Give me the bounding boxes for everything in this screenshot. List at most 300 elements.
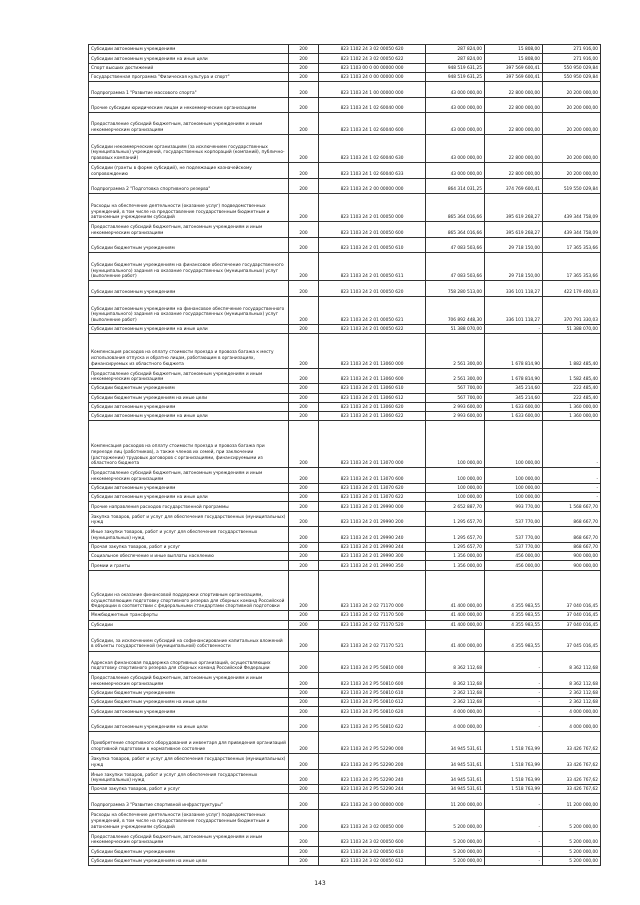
row-executed-cell: 1 633 600,00 [485,402,543,411]
row-name-cell: Субсидии бюджетным учреждениям на финансовое обеспечение государственного (муниципального) задания на оказание государственных (муниципальных) услуг (выполнение работ) [89,253,289,281]
row-approved-cell: 43 000 000,00 [426,163,485,179]
row-approved-cell: 4 000 000,00 [426,716,485,732]
row-approved-cell: 948 519 631,25 [426,63,485,72]
row-approved-cell: 100 000,00 [426,493,485,502]
table-row [89,334,601,368]
row-code-cell: 200 [289,651,319,673]
row-classification-cell: 823 1103 24 1 02 60040 633 [319,163,426,179]
row-code-cell: 200 [289,368,319,384]
row-classification-cell: 823 1103 24 2 P5 52290 240 [319,769,426,785]
row-executed-cell: 15 808,00 [485,45,543,54]
row-remaining-cell: 20 200 000,00 [543,135,601,163]
row-approved-cell: 43 000 000,00 [426,82,485,98]
row-executed-cell: 537 770,00 [485,527,543,543]
row-classification-cell: 823 1103 24 1 02 60040 600 [319,113,426,135]
row-code-cell: 200 [289,222,319,238]
row-name-cell: Подпрограмма 1 "Развитие массового спорта" [89,82,289,98]
table-row [89,831,601,847]
table-row [89,527,601,543]
table-row [89,135,601,163]
row-remaining-cell: 8 362 112,68 [543,673,601,689]
row-name-cell: Субсидии бюджетным учреждениям [89,237,289,253]
row-executed-cell: - [485,856,543,865]
row-name-cell: Адресная финансовая поддержка спортивных организаций, осуществляющих подготовку спортивного резерва для сборных команд Российской Федерации [89,651,289,673]
row-approved-cell: 100 000,00 [426,483,485,492]
row-code-cell: 200 [289,178,319,194]
row-name-cell: Предоставление субсидий бюджетным, автономным учреждениям и иным некоммерческим организациям [89,673,289,689]
row-approved-cell: 43 000 000,00 [426,97,485,113]
row-executed-cell: 456 000,00 [485,561,543,570]
row-remaining-cell: 37 045 016,45 [543,629,601,651]
row-classification-cell: 823 1103 24 2 01 00050 600 [319,222,426,238]
row-approved-cell: 51 388 070,00 [426,325,485,334]
table-row [89,810,601,832]
row-remaining-cell: 550 950 029,84 [543,72,601,81]
row-code-cell: 200 [289,732,319,754]
row-code-cell: 200 [289,325,319,334]
table-row [89,502,601,511]
row-code-cell: 200 [289,483,319,492]
row-remaining-cell: 900 000,00 [543,552,601,561]
row-classification-cell: 823 1103 24 1 02 60040 000 [319,97,426,113]
row-classification-cell: 823 1103 24 2 01 29990 300 [319,552,426,561]
row-code-cell: 200 [289,72,319,81]
row-name-cell: Прочие направления расходов государственной программы [89,502,289,511]
row-executed-cell: 4 355 983,55 [485,629,543,651]
row-executed-cell: 22 800 000,00 [485,135,543,163]
row-approved-cell: 41 400 000,00 [426,611,485,620]
table-row [89,785,601,794]
row-code-cell: 200 [289,194,319,222]
row-code-cell: 200 [289,253,319,281]
row-approved-cell: 41 400 000,00 [426,570,485,611]
table-row [89,297,601,325]
row-name-cell: Иные закупки товаров, работ и услуг для обеспечения государственных (муниципальных) нужд [89,769,289,785]
row-name-cell: Субсидии автономным учреждениям [89,707,289,716]
row-classification-cell: 823 1103 24 2 P5 52290 000 [319,732,426,754]
row-code-cell: 200 [289,688,319,697]
table-row [89,561,601,570]
row-name-cell: Государственная программа "Физическая культура и спорт" [89,72,289,81]
row-name-cell: Субсидии бюджетным учреждениям [89,847,289,856]
table-row [89,194,601,222]
row-classification-cell: 823 1103 24 2 P5 50810 600 [319,673,426,689]
row-approved-cell: 43 000 000,00 [426,113,485,135]
row-code-cell: 200 [289,384,319,393]
table-row [89,856,601,865]
table-row [89,113,601,135]
row-remaining-cell: 5 200 000,00 [543,856,601,865]
row-approved-cell: 5 200 000,00 [426,856,485,865]
row-remaining-cell: 271 916,00 [543,54,601,63]
table-row [89,368,601,384]
row-classification-cell: 823 1103 24 0 00 00000 000 [319,72,426,81]
row-classification-cell: 823 1103 24 2 P5 50810 620 [319,707,426,716]
row-classification-cell: 823 1103 24 2 02 71170 521 [319,629,426,651]
table-row [89,72,601,81]
row-name-cell: Подпрограмма 3 "Развитие спортивной инфраструктуры" [89,794,289,810]
row-approved-cell: 1 295 657,70 [426,542,485,551]
row-name-cell: Предоставление субсидий бюджетным, автономным учреждениям и иным некоммерческим организациям [89,468,289,484]
row-executed-cell: 15 808,00 [485,54,543,63]
table-row [89,552,601,561]
row-code-cell: 200 [289,769,319,785]
row-approved-cell: 1 356 000,00 [426,552,485,561]
row-remaining-cell: 33 426 767,62 [543,785,601,794]
row-classification-cell: 823 1103 24 2 01 13060 610 [319,384,426,393]
row-classification-cell: 823 1103 24 2 01 13070 000 [319,421,426,468]
row-classification-cell: 823 1103 24 2 01 00050 000 [319,194,426,222]
row-name-cell: Субсидии бюджетным учреждениям на иные цели [89,393,289,402]
row-remaining-cell: 33 426 767,62 [543,732,601,754]
row-executed-cell: 1 678 814,90 [485,368,543,384]
row-remaining-cell: - [543,421,601,468]
row-executed-cell: 4 355 983,55 [485,620,543,629]
row-remaining-cell: 20 200 000,00 [543,113,601,135]
row-approved-cell: 2 561 300,00 [426,368,485,384]
table-row [89,754,601,770]
row-executed-cell: 537 770,00 [485,542,543,551]
row-name-cell: Предоставление субсидий бюджетным, автономным учреждениям и иным некоммерческим организациям [89,222,289,238]
row-remaining-cell: 868 667,70 [543,527,601,543]
row-executed-cell: 100 000,00 [485,493,543,502]
row-code-cell: 200 [289,237,319,253]
row-name-cell: Субсидии автономным учреждениям на иные цели [89,325,289,334]
table-row [89,493,601,502]
row-approved-cell: 5 200 000,00 [426,831,485,847]
row-classification-cell: 823 1103 24 3 00 00000 000 [319,794,426,810]
row-name-cell: Субсидии бюджетным учреждениям на иные цели [89,698,289,707]
row-approved-cell: 1 295 657,70 [426,527,485,543]
row-remaining-cell: 222 485,40 [543,384,601,393]
row-remaining-cell: 868 667,70 [543,511,601,527]
row-executed-cell: - [485,651,543,673]
row-name-cell: Субсидии, за исключением субсидий на софинансирование капитальных вложений в объекты государственной (муниципальной) собственности [89,629,289,651]
row-name-cell: Субсидии некоммерческим организациям (за исключением государственных (муниципальных) учреждений, государственных корпораций (компаний), публично-правовых компаний) [89,135,289,163]
row-approved-cell: 2 561 300,00 [426,334,485,368]
row-executed-cell: 993 770,00 [485,502,543,511]
row-remaining-cell: 4 000 000,00 [543,707,601,716]
row-remaining-cell: 1 568 667,70 [543,502,601,511]
row-classification-cell: 823 1103 24 2 01 13060 620 [319,402,426,411]
row-executed-cell: - [485,847,543,856]
row-code-cell: 200 [289,393,319,402]
row-remaining-cell: 5 200 000,00 [543,847,601,856]
row-name-cell: Субсидии бюджетным учреждениям на иные цели [89,856,289,865]
row-classification-cell: 823 1103 24 3 02 00050 612 [319,856,426,865]
row-approved-cell: 865 364 016,66 [426,222,485,238]
row-approved-cell: 11 200 000,00 [426,794,485,810]
row-code-cell: 200 [289,163,319,179]
row-approved-cell: 287 824,00 [426,45,485,54]
row-name-cell: Прочие субсидии юридическим лицам и некоммерческим организациям [89,97,289,113]
row-classification-cell: 823 1103 24 2 01 13070 622 [319,493,426,502]
row-executed-cell: 345 214,60 [485,393,543,402]
row-classification-cell: 823 1103 24 2 01 13060 612 [319,393,426,402]
row-remaining-cell: 5 200 000,00 [543,831,601,847]
table-row [89,673,601,689]
row-approved-cell: 567 700,00 [426,393,485,402]
row-executed-cell: 22 800 000,00 [485,82,543,98]
row-remaining-cell: 37 040 016,45 [543,611,601,620]
row-code-cell: 200 [289,54,319,63]
row-name-cell: Субсидии автономным учреждениям на иные цели [89,54,289,63]
row-remaining-cell: 2 362 112,68 [543,698,601,707]
table-row [89,402,601,411]
row-executed-cell: 100 000,00 [485,468,543,484]
row-approved-cell: 758 280 513,00 [426,281,485,297]
row-classification-cell: 823 1103 24 2 01 00050 621 [319,297,426,325]
row-remaining-cell: 370 791 330,03 [543,297,601,325]
row-code-cell: 200 [289,82,319,98]
table-row [89,178,601,194]
row-classification-cell: 823 1103 24 2 01 29990 200 [319,511,426,527]
row-code-cell: 200 [289,502,319,511]
row-executed-cell: 336 101 118,27 [485,297,543,325]
row-executed-cell: 395 619 268,27 [485,194,543,222]
row-code-cell: 200 [289,402,319,411]
row-classification-cell: 823 1103 00 0 00 00000 000 [319,63,426,72]
row-executed-cell: 1 518 763,99 [485,769,543,785]
row-code-cell: 200 [289,113,319,135]
row-remaining-cell: 51 388 070,00 [543,325,601,334]
row-code-cell: 200 [289,552,319,561]
row-remaining-cell: 1 360 000,00 [543,402,601,411]
row-approved-cell: 43 000 000,00 [426,135,485,163]
table-row [89,63,601,72]
row-remaining-cell: - [543,493,601,502]
row-name-cell: Подпрограмма 2 "Подготовка спортивного резерва" [89,178,289,194]
row-classification-cell: 823 1103 24 2 P5 50810 622 [319,716,426,732]
row-code-cell: 200 [289,856,319,865]
table-row [89,483,601,492]
row-remaining-cell: - [543,468,601,484]
row-remaining-cell: 17 365 353,66 [543,253,601,281]
table-row [89,412,601,421]
row-classification-cell: 823 1103 24 2 02 71170 500 [319,611,426,620]
table-row [89,237,601,253]
row-approved-cell: 47 083 503,66 [426,253,485,281]
row-approved-cell: 4 000 000,00 [426,707,485,716]
row-code-cell: 200 [289,847,319,856]
row-executed-cell: - [485,794,543,810]
row-executed-cell: - [485,716,543,732]
table-row [89,732,601,754]
table-row [89,384,601,393]
table-row [89,570,601,611]
row-remaining-cell: 11 200 000,00 [543,794,601,810]
row-remaining-cell: 5 200 000,00 [543,810,601,832]
table-row [89,393,601,402]
row-name-cell: Субсидии автономным учреждениям на иные цели [89,493,289,502]
row-executed-cell: 1 518 763,99 [485,754,543,770]
row-classification-cell: 823 1103 24 2 01 29990 350 [319,561,426,570]
row-code-cell: 200 [289,561,319,570]
row-classification-cell: 823 1103 24 2 01 13070 620 [319,483,426,492]
row-name-cell: Закупка товаров, работ и услуг для обеспечения государственных (муниципальных) нужд [89,754,289,770]
row-name-cell: Субсидии бюджетным учреждениям [89,688,289,697]
table-row [89,325,601,334]
row-name-cell: Субсидии автономным учреждениям [89,483,289,492]
row-classification-cell: 823 1103 24 2 01 00050 622 [319,325,426,334]
row-code-cell: 200 [289,831,319,847]
row-executed-cell: 22 800 000,00 [485,113,543,135]
row-approved-cell: 34 945 531,61 [426,732,485,754]
row-remaining-cell: 422 179 400,03 [543,281,601,297]
row-remaining-cell: 439 344 758,09 [543,194,601,222]
row-classification-cell: 823 1102 24 3 02 00050 622 [319,54,426,63]
row-classification-cell: 823 1103 24 2 02 71170 520 [319,620,426,629]
row-remaining-cell: 1 582 485,40 [543,368,601,384]
row-approved-cell: 5 200 000,00 [426,847,485,856]
row-classification-cell: 823 1103 24 2 01 00050 610 [319,237,426,253]
row-executed-cell: 4 355 983,55 [485,611,543,620]
table-row [89,421,601,468]
row-approved-cell: 1 356 000,00 [426,561,485,570]
row-classification-cell: 823 1103 24 1 00 00000 000 [319,82,426,98]
row-approved-cell: 34 945 531,61 [426,785,485,794]
row-name-cell: Предоставление субсидий бюджетным, автономным учреждениям и иным некоммерческим организациям [89,368,289,384]
row-executed-cell: 100 000,00 [485,483,543,492]
row-remaining-cell: 4 000 000,00 [543,716,601,732]
table-row [89,794,601,810]
row-approved-cell: 34 945 531,61 [426,754,485,770]
row-classification-cell: 823 1103 24 2 01 29990 244 [319,542,426,551]
table-row [89,847,601,856]
table-row [89,511,601,527]
row-classification-cell: 823 1103 24 3 02 00050 610 [319,847,426,856]
row-remaining-cell: 33 426 767,62 [543,754,601,770]
page-number: 143 [314,880,326,887]
row-name-cell: Расходы на обеспечение деятельности (оказание услуг) подведомственных учреждений, в том числе на предоставление государственным бюджетным и автономным учреждениям субсидий [89,194,289,222]
row-classification-cell: 823 1103 24 2 P5 50810 000 [319,651,426,673]
row-classification-cell: 823 1103 24 2 01 00050 611 [319,253,426,281]
table-row [89,716,601,732]
row-code-cell: 200 [289,673,319,689]
row-approved-cell: 100 000,00 [426,468,485,484]
row-code-cell: 200 [289,810,319,832]
row-remaining-cell: 271 916,00 [543,45,601,54]
row-name-cell: Прочая закупка товаров, работ и услуг [89,542,289,551]
row-approved-cell: 8 362 112,68 [426,673,485,689]
table-row [89,281,601,297]
row-approved-cell: 5 200 000,00 [426,810,485,832]
row-name-cell: Прочая закупка товаров, работ и услуг [89,785,289,794]
table-row [89,253,601,281]
row-code-cell: 200 [289,785,319,794]
row-executed-cell: - [485,831,543,847]
table-row [89,629,601,651]
row-approved-cell: 865 364 016,66 [426,194,485,222]
row-remaining-cell: 20 200 000,00 [543,163,601,179]
row-remaining-cell: 2 362 112,68 [543,688,601,697]
row-approved-cell: 8 362 112,68 [426,651,485,673]
row-classification-cell: 823 1103 24 2 01 29990 240 [319,527,426,543]
row-executed-cell: 397 569 600,41 [485,72,543,81]
row-remaining-cell: 900 000,00 [543,561,601,570]
row-remaining-cell: 222 485,40 [543,393,601,402]
row-classification-cell: 823 1103 24 2 01 13070 600 [319,468,426,484]
row-remaining-cell: 37 040 016,45 [543,570,601,611]
row-code-cell: 200 [289,421,319,468]
row-executed-cell: 100 000,00 [485,421,543,468]
row-executed-cell: 397 569 600,41 [485,63,543,72]
row-approved-cell: 2 652 887,70 [426,502,485,511]
row-approved-cell: 34 945 531,61 [426,769,485,785]
row-approved-cell: 864 314 031,25 [426,178,485,194]
row-name-cell: Субсидии на оказание финансовой поддержки спортивным организациям, осуществляющим подготовку спортивного резерва для сборных команд Российской Федерации в соответствии с федеральными стандартами спортивной подготовки [89,570,289,611]
row-name-cell: Иные закупки товаров, работ и услуг для обеспечения государственных (муниципальных) нужд [89,527,289,543]
row-executed-cell: 345 214,60 [485,384,543,393]
row-name-cell: Субсидии автономным учреждениям [89,45,289,54]
row-executed-cell: - [485,325,543,334]
row-executed-cell: 29 718 150,00 [485,237,543,253]
row-remaining-cell: 17 365 353,66 [543,237,601,253]
row-approved-cell: 706 892 448,30 [426,297,485,325]
row-classification-cell: 823 1103 24 2 01 29990 000 [319,502,426,511]
row-name-cell: Субсидии автономным учреждениям на иные цели [89,716,289,732]
row-executed-cell: 374 769 600,41 [485,178,543,194]
row-name-cell: Компенсация расходов на оплату стоимости проезда и провоза багажа к месту использования отпуска и обратно лицам, работающим в организациях, финансируемых из областного бюджета [89,334,289,368]
row-remaining-cell: 1 360 000,00 [543,412,601,421]
row-remaining-cell: 439 344 758,09 [543,222,601,238]
table-row [89,542,601,551]
row-approved-cell: 2 362 112,68 [426,698,485,707]
row-name-cell: Предоставление субсидий бюджетным, автономным учреждениям и иным некоммерческим организациям [89,831,289,847]
table-row [89,620,601,629]
row-code-cell: 200 [289,468,319,484]
row-code-cell: 200 [289,611,319,620]
row-code-cell: 200 [289,570,319,611]
row-classification-cell: 823 1103 24 2 00 00000 000 [319,178,426,194]
table-row [89,97,601,113]
row-classification-cell: 823 1103 24 3 02 00050 600 [319,831,426,847]
row-code-cell: 200 [289,542,319,551]
row-executed-cell: 1 633 600,00 [485,412,543,421]
row-remaining-cell: 33 426 767,62 [543,769,601,785]
row-approved-cell: 567 700,00 [426,384,485,393]
row-code-cell: 200 [289,334,319,368]
row-remaining-cell: 8 362 112,68 [543,651,601,673]
row-remaining-cell: 37 040 016,45 [543,620,601,629]
row-name-cell: Предоставление субсидий бюджетным, автономным учреждениям и иным некоммерческим организациям [89,113,289,135]
row-code-cell: 200 [289,716,319,732]
row-classification-cell: 823 1103 24 1 02 60040 630 [319,135,426,163]
row-executed-cell: 1 678 814,90 [485,334,543,368]
row-classification-cell: 823 1103 24 2 01 13060 000 [319,334,426,368]
row-executed-cell: - [485,688,543,697]
row-name-cell: Спорт высших достижений [89,63,289,72]
row-name-cell: Расходы на обеспечение деятельности (оказание услуг) подведомственных учреждений, в том числе на предоставление государственным бюджетным и автономным учреждениям субсидий [89,810,289,832]
row-name-cell: Субсидии автономным учреждениям [89,402,289,411]
table-row [89,82,601,98]
row-approved-cell: 100 000,00 [426,421,485,468]
row-remaining-cell: 20 200 000,00 [543,97,601,113]
row-remaining-cell: 519 550 029,84 [543,178,601,194]
row-executed-cell: 22 800 000,00 [485,163,543,179]
row-code-cell: 200 [289,412,319,421]
row-executed-cell: - [485,673,543,689]
row-classification-cell: 823 1103 24 3 02 00050 000 [319,810,426,832]
table-row [89,651,601,673]
row-classification-cell: 823 1103 24 2 01 13060 600 [319,368,426,384]
row-classification-cell: 823 1103 24 2 01 13060 622 [319,412,426,421]
row-approved-cell: 2 362 112,68 [426,688,485,697]
row-code-cell: 200 [289,63,319,72]
row-code-cell: 200 [289,135,319,163]
row-remaining-cell: - [543,483,601,492]
row-code-cell: 200 [289,97,319,113]
